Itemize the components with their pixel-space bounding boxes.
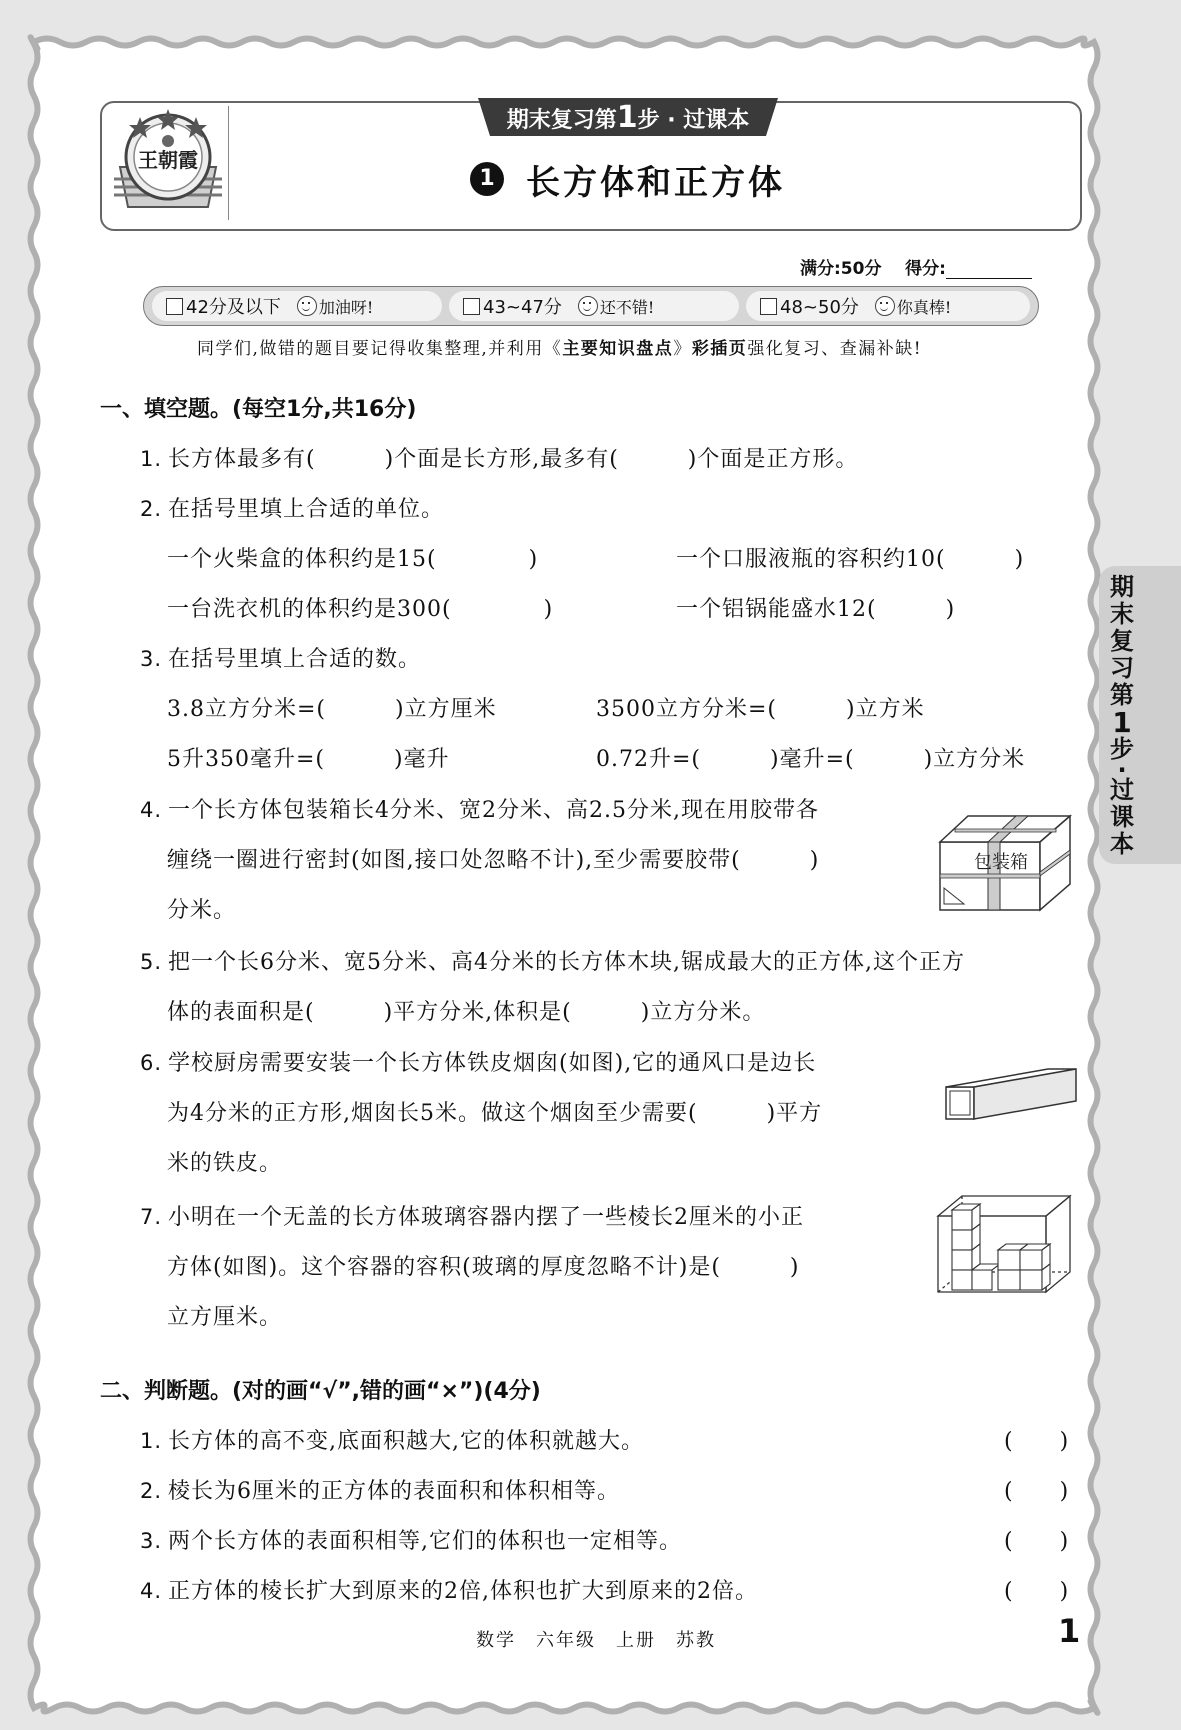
question-1	[140, 442, 858, 473]
q3-item-a: 3.8立方分米=( )立方厘米	[167, 697, 497, 722]
notice-bold: 主要知识盘点	[562, 339, 674, 359]
banner-suffix: 步 · 过课本	[637, 108, 750, 133]
face-icon	[578, 296, 598, 316]
banner-prefix: 期末复习第	[506, 108, 617, 133]
rating-high-comment: 你真棒!	[896, 297, 952, 317]
question-number: 6.	[140, 1051, 163, 1075]
rating-mid-range: 43~47分	[483, 297, 562, 318]
q7-line-2: 方体(如图)。这个容器的容积(玻璃的厚度忽略不计)是( )	[167, 1255, 800, 1280]
q3-item-c: 5升350毫升=( )毫升	[167, 747, 450, 772]
rating-high	[746, 291, 1030, 321]
question-number: 7.	[140, 1205, 163, 1229]
q4-line-3: 分米。	[167, 898, 237, 923]
rating-high-range: 48~50分	[780, 297, 859, 318]
rating-low	[152, 291, 442, 321]
q2-item-a: 一个火柴盒的体积约是15( )	[167, 547, 539, 572]
side-char: 步	[1110, 735, 1134, 763]
notice-bold: 彩插页	[691, 339, 748, 359]
question-text: 长方体的高不变,底面积越大,它的体积就越大。	[168, 1429, 645, 1454]
question-number: 4.	[140, 1579, 163, 1603]
banner-step: 1	[616, 100, 638, 135]
notice-part: 强化复习、查漏补缺!	[747, 339, 923, 359]
question-7	[140, 1200, 804, 1231]
question-text: 一个长方体包装箱长4分米、宽2分米、高2.5分米,现在用胶带各	[168, 798, 820, 823]
side-char: 复	[1110, 627, 1134, 655]
notice-text	[197, 334, 922, 359]
answer-paren-1[interactable]: ( )	[1004, 1429, 1070, 1454]
q3-item-d: 0.72升=( )毫升=( )立方分米	[596, 747, 1026, 772]
section-2-heading: 二、判断题。(对的画“√”,错的画“×”)(4分)	[100, 1379, 541, 1404]
q6-line-2: 为4分米的正方形,烟囱长5米。做这个烟囱至少需要( )平方	[167, 1101, 823, 1126]
rating-bar	[143, 286, 1039, 326]
title-text: 长方体和正方体	[526, 162, 785, 203]
question-number: 1.	[140, 447, 163, 471]
question-text: 把一个长6分米、宽5分米、高4分米的长方体木块,锯成最大的正方体,这个正方	[168, 950, 966, 975]
page-number: 1	[1058, 1612, 1081, 1650]
question-number: 3.	[140, 1529, 163, 1553]
q2-item-c: 一台洗衣机的体积约是300( )	[167, 597, 554, 622]
question-number: 2.	[140, 1479, 163, 1503]
chimney-figure	[944, 1065, 1080, 1125]
question-6	[140, 1046, 816, 1077]
page-title	[470, 154, 785, 204]
rating-low-comment: 加油呀!	[318, 297, 374, 317]
question-text: 在括号里填上合适的单位。	[168, 497, 445, 522]
question-text: 棱长为6厘米的正方体的表面积和体积相等。	[168, 1479, 621, 1504]
question-5	[140, 945, 965, 976]
answer-paren-3[interactable]: ( )	[1004, 1529, 1070, 1554]
question-text: 正方体的棱长扩大到原来的2倍,体积也扩大到原来的2倍。	[168, 1579, 759, 1604]
side-tab-text	[1100, 574, 1144, 858]
face-icon	[875, 296, 895, 316]
side-char: 期	[1110, 573, 1134, 601]
question-text: 小明在一个无盖的长方体玻璃容器内摆了一些棱长2厘米的小正	[168, 1205, 805, 1230]
q6-line-3: 米的铁皮。	[167, 1151, 283, 1176]
side-char: 末	[1110, 600, 1134, 628]
question-number: 3.	[140, 647, 163, 671]
question-number: 1.	[140, 1429, 163, 1453]
title-number: 1	[470, 162, 504, 196]
footer-text: 数学 六年级 上册 苏教	[476, 1630, 716, 1651]
package-box-figure	[938, 812, 1073, 912]
question-text: 在括号里填上合适的数。	[168, 647, 422, 672]
question-4	[140, 793, 819, 824]
question-text: 两个长方体的表面积相等,它们的体积也一定相等。	[168, 1529, 683, 1554]
notice-part: 》	[673, 339, 692, 359]
side-char: 课	[1110, 803, 1134, 831]
box-label: 包装箱	[974, 852, 1028, 873]
side-char: 过	[1110, 776, 1134, 804]
answer-paren-2[interactable]: ( )	[1004, 1479, 1070, 1504]
judge-item-1	[140, 1424, 644, 1455]
q2-item-b: 一个口服液瓶的容积约10( )	[676, 547, 1025, 572]
checkbox-mid[interactable]	[463, 298, 480, 315]
question-number: 5.	[140, 950, 163, 974]
section-1-heading: 一、填空题。(每空1分,共16分)	[100, 397, 417, 422]
rating-low-range: 42分及以下	[186, 297, 281, 318]
judge-item-4	[140, 1574, 758, 1605]
judge-item-2	[140, 1474, 620, 1505]
q2-item-d: 一个铝锅能盛水12( )	[676, 597, 956, 622]
question-text: 长方体最多有( )个面是长方形,最多有( )个面是正方形。	[168, 447, 859, 472]
side-char: 本	[1110, 830, 1134, 858]
glass-container-figure	[936, 1194, 1078, 1294]
question-3	[140, 642, 421, 673]
face-icon	[297, 296, 317, 316]
side-char: 第	[1110, 681, 1134, 709]
checkbox-low[interactable]	[166, 298, 183, 315]
q7-line-3: 立方厘米。	[167, 1305, 283, 1330]
brand-logo	[110, 107, 226, 219]
question-number: 4.	[140, 798, 163, 822]
q3-item-b: 3500立方分米=( )立方米	[596, 697, 925, 722]
full-score: 满分:50分	[800, 259, 882, 279]
side-char: 1	[1112, 706, 1132, 739]
question-number: 2.	[140, 497, 163, 521]
notice-part: 同学们,做错的题目要记得收集整理,并利用《	[197, 339, 563, 359]
score-line	[800, 254, 1032, 279]
rating-mid	[449, 291, 739, 321]
score-blank[interactable]	[946, 260, 1032, 279]
question-text: 学校厨房需要安装一个长方体铁皮烟囱(如图),它的通风口是边长	[168, 1051, 817, 1076]
logo-text: 王朝霞	[138, 148, 198, 172]
score-label: 得分:	[905, 259, 946, 279]
step-banner-text	[478, 100, 778, 136]
q4-line-2: 缠绕一圈进行密封(如图,接口处忽略不计),至少需要胶带( )	[167, 848, 820, 873]
question-2	[140, 492, 444, 523]
answer-paren-4[interactable]: ( )	[1004, 1579, 1070, 1604]
rating-mid-comment: 还不错!	[599, 297, 655, 317]
q5-line-2: 体的表面积是( )平方分米,体积是( )立方分米。	[167, 1000, 766, 1025]
side-char: ·	[1117, 756, 1127, 784]
logo-divider	[228, 106, 229, 220]
side-char: 习	[1110, 654, 1134, 682]
checkbox-high[interactable]	[760, 298, 777, 315]
judge-item-3	[140, 1524, 682, 1555]
